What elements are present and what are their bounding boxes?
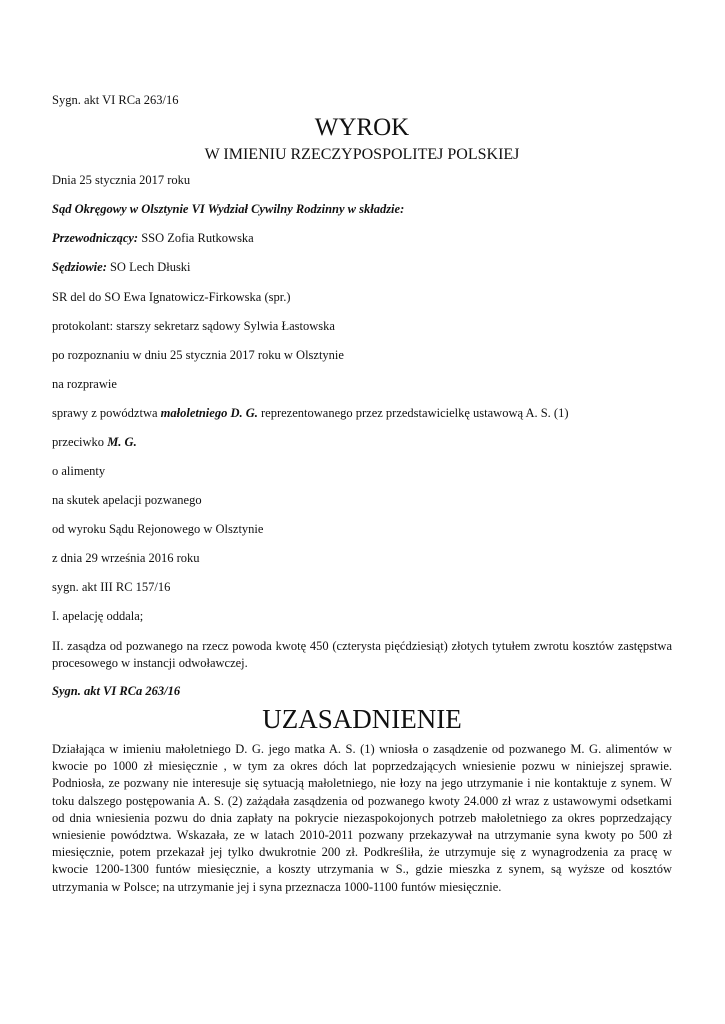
chair-name: SSO Zofia Rutkowska [138,231,254,245]
lower-court-line: od wyroku Sądu Rejonowego w Olsztynie [52,522,264,536]
case-suffix: reprezentowanego przez przedstawicielkę ustawową A. S. (1) [257,406,569,420]
chair-label: Przewodniczący: [52,231,139,245]
hearing-line: po rozpoznaniu w dniu 25 stycznia 2017 roku w Olsztynie [52,348,344,362]
lower-date-line: z dnia 29 września 2016 roku [52,551,200,565]
case-prefix: sprawy z powództwa [52,406,161,420]
judges-line [52,260,191,275]
lower-signature-line: sygn. akt III RC 157/16 [52,580,171,594]
judgment-subtitle: W IMIENIU RZECZYPOSPOLITEJ POLSKIEJ [204,146,520,163]
case-parties-line [52,406,569,421]
chair-line [52,231,254,246]
judgment-date: Dnia 25 stycznia 2017 roku [52,173,191,187]
defendant-name: M. G. [107,435,137,449]
justification-signature: Sygn. akt VI RCa 263/16 [52,684,181,698]
appeal-line: na skutek apelacji pozwanego [52,493,202,507]
justification-paragraph: Działająca w imieniu małoletniego D. G. jego matka A. S. (1) wniosła o zasądzenie od pozwanego M. G. alimentów w kwocie po 1000 zł miesięcznie , w tym za okres dóch lat poprzedzających wniesienie pozwu w niniejszej sprawie. Podniosła, ze pozwany nie interesuje się sytuacją małoletniego, nie łozy na jego utrzymanie i nie kontaktuje z synem. W toku dalszego postępowania A. S. (2) zażądała zasądzenia od pozwanego kwoty 24.000 zł wraz z ustawowymi odsetkami od dnia wniesienia pozwu do dnia zapłaty na pokrycie niezaspokojonych potrzeb małoletniego za okres poprzedzający wniesienie powództwa. Wskazała, ze w latach 2010-2011 pozwany przekazywał na utrzymanie syna kwoty po 500 zł miesięcznie, potem przekazał jej tylko dwukrotnie 200 zł. Podkreśliła, że utrzymuje się z wynagrodzenia za pracę w kwocie 1200-1300 funtów miesięcznie, a koszty utrzymania w S., gdzie mieszka z synem, są wyższe od kosztów utrzymania w Polsce; na utrzymanie jej i syna przeznacza 1000-1100 funtów miesięcznie. [52,742,672,894]
judges-label: Sędziowie: [52,260,107,274]
judges-name: SO Lech Dłuski [106,260,191,274]
court-name: Sąd Okręgowy w Olsztynie VI Wydział Cywilny Rodzinny w składzie: [52,202,405,216]
case-signature: Sygn. akt VI RCa 263/16 [52,93,179,107]
rozprawa-line: na rozprawie [52,377,117,391]
against-line [52,435,137,450]
against-label: przeciwko [52,435,108,449]
clerk-line: protokolant: starszy sekretarz sądowy Sylwia Łastowska [52,319,335,333]
ruling-point-1: I. apelację oddala; [52,609,144,623]
second-judge: SR del do SO Ewa Ignatowicz-Firkowska (spr.) [52,290,291,304]
plaintiff-name: małoletniego D. G. [160,406,258,420]
subject-line: o alimenty [52,464,106,478]
ruling-point-2: II. zasądza od pozwanego na rzecz powoda kwotę 450 (czterysta pięćdziesiąt) złotych tytułem zwrotu kosztów zastępstwa procesowego w instancji odwoławczej. [52,639,672,670]
judgment-title: WYROK [314,114,410,141]
justification-title: UZASADNIENIE [262,704,462,734]
